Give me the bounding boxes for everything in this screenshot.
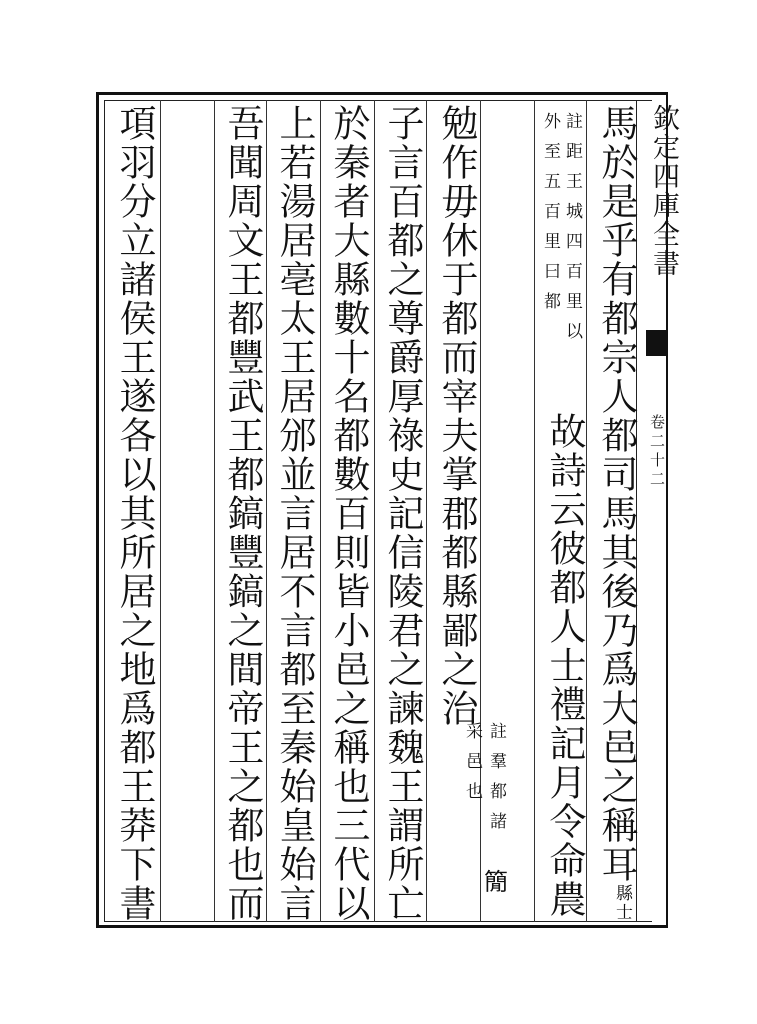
column-rule <box>426 100 427 922</box>
text-column-7: 吾聞周文王都豐武王都鎬豐鎬之間帝王之都也而 <box>221 104 264 923</box>
book-title: 欽定四庫全書 <box>648 104 679 278</box>
text-column-2: 故詩云彼都人士禮記月令命農 <box>543 412 586 919</box>
text-column-3: 勉作毋休于都而宰夫掌郡都縣鄙之治 <box>435 104 478 728</box>
column-rule <box>374 100 375 922</box>
column-rule <box>320 100 321 922</box>
column-rule <box>214 100 215 922</box>
column-rule <box>160 100 161 922</box>
annotation-col3-right: 註羣都諸 <box>486 722 506 842</box>
column-rule <box>266 100 267 922</box>
annotation-col2-left: 外至五百里曰都 <box>540 112 560 322</box>
text-column-8: 項羽分立諸侯王遂各以其所居之地爲都王莽下書 <box>113 104 156 923</box>
text-column-5: 於秦者大縣數十名都數百則皆小邑之稱也三代以 <box>327 104 370 923</box>
annotation-col1: 縣士 <box>612 884 632 922</box>
text-column-6: 上若湯居亳太王居邠並言居不言都至秦始皇始言 <box>273 104 316 923</box>
column-rule <box>534 100 535 922</box>
column-rule <box>586 100 587 922</box>
annotation-col4: 𥳑 <box>482 870 510 907</box>
annotation-col3-left: 采邑也 <box>462 722 482 812</box>
annotation-col2-right: 註距王城四百里以 <box>562 112 582 352</box>
volume-number: 卷二十二 <box>648 414 666 490</box>
text-column-1: 馬於是乎有都宗人都司馬其後乃爲大邑之稱耳 <box>595 104 638 884</box>
fishtail-mark <box>646 330 666 356</box>
text-column-4: 子言百都之尊爵厚祿史記信陵君之諫魏王謂所亡 <box>381 104 424 923</box>
